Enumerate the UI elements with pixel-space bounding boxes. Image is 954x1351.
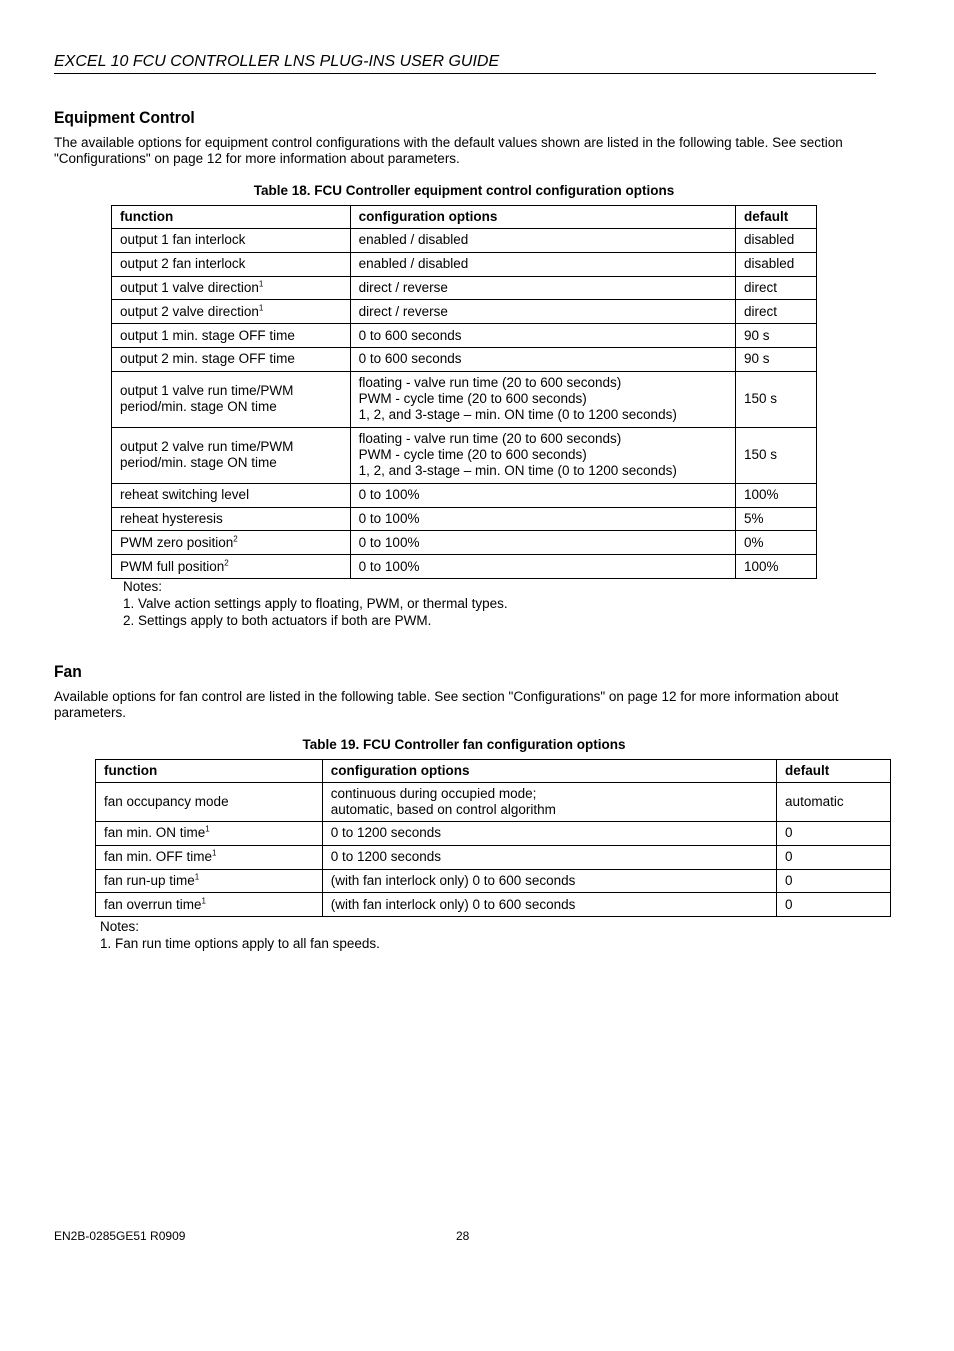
- options-cell: 0 to 100%: [350, 507, 735, 531]
- table-row: [112, 252, 817, 276]
- default-cell: automatic: [777, 783, 891, 822]
- function-cell: [112, 276, 351, 300]
- default-cell: 0: [777, 869, 891, 893]
- function-cell: [96, 783, 323, 822]
- function-cell: [112, 507, 351, 531]
- function-text: fan overrun time: [104, 896, 202, 912]
- equipment-notes: [123, 578, 508, 629]
- options-cell: (with fan interlock only) 0 to 600 seconds: [322, 893, 776, 917]
- table-row: [112, 427, 817, 483]
- footnote-marker: 1: [194, 872, 200, 882]
- function-cell: [112, 483, 351, 507]
- function-cell: [112, 347, 351, 371]
- default-cell: 150 s: [736, 371, 817, 427]
- options-cell: 0 to 1200 seconds: [322, 822, 776, 846]
- default-cell: 0: [777, 845, 891, 869]
- function-text: output 2 valve run time/PWM period/min. stage ON time: [120, 439, 294, 471]
- default-cell: 100%: [736, 555, 817, 579]
- options-cell: 0 to 100%: [350, 555, 735, 579]
- function-cell: [112, 531, 351, 555]
- column-header: function: [112, 206, 351, 229]
- table-row: [96, 893, 891, 917]
- options-cell: 0 to 100%: [350, 531, 735, 555]
- default-cell: 0%: [736, 531, 817, 555]
- function-text: output 2 fan interlock: [120, 256, 246, 272]
- options-cell: enabled / disabled: [350, 229, 735, 253]
- footnote-marker: 1: [205, 824, 210, 834]
- default-cell: 150 s: [736, 427, 817, 483]
- equipment-control-heading: Equipment Control: [54, 108, 195, 127]
- options-cell: direct / reverse: [350, 300, 735, 324]
- column-header: default: [777, 760, 891, 783]
- function-cell: [112, 324, 351, 348]
- function-text: fan min. ON time: [104, 825, 206, 841]
- function-text: PWM full position: [120, 558, 225, 574]
- table-row: [112, 483, 817, 507]
- options-cell: 0 to 600 seconds: [350, 324, 735, 348]
- function-text: reheat switching level: [120, 487, 250, 503]
- column-header: configuration options: [350, 206, 735, 229]
- table-row: [112, 371, 817, 427]
- options-cell: 0 to 600 seconds: [350, 347, 735, 371]
- function-cell: [96, 845, 323, 869]
- note-line: Notes:: [123, 579, 163, 594]
- options-cell: (with fan interlock only) 0 to 600 seconds: [322, 869, 776, 893]
- default-cell: disabled: [736, 252, 817, 276]
- function-cell: [112, 252, 351, 276]
- function-cell: [112, 427, 351, 483]
- options-cell: continuous during occupied mode; automatic, based on control algorithm: [322, 783, 776, 822]
- note-line: Notes:: [100, 919, 140, 934]
- column-header: function: [96, 760, 323, 783]
- document-id: EN2B-0285GE51 R0909: [54, 1229, 186, 1243]
- table-row: [112, 507, 817, 531]
- table-19-caption: Table 19. FCU Controller fan configuration options: [302, 737, 626, 752]
- table-row: [96, 845, 891, 869]
- function-text: output 1 valve run time/PWM period/min. stage ON time: [120, 383, 294, 415]
- default-cell: 5%: [736, 507, 817, 531]
- function-text: output 2 valve direction: [120, 303, 259, 319]
- column-header: default: [736, 206, 817, 229]
- equipment-config-table: [111, 205, 817, 579]
- function-text: output 2 min. stage OFF time: [120, 351, 295, 367]
- fan-heading: Fan: [54, 662, 82, 681]
- equipment-intro: The available options for equipment control configurations with the default values shown are listed in the following table. See section "Configurations" on page 12 for more information about parameters.: [54, 135, 843, 166]
- options-cell: 0 to 1200 seconds: [322, 845, 776, 869]
- default-cell: direct: [736, 276, 817, 300]
- function-cell: [112, 555, 351, 579]
- default-cell: 100%: [736, 483, 817, 507]
- function-text: reheat hysteresis: [120, 510, 223, 526]
- table-row: [112, 300, 817, 324]
- function-cell: [112, 229, 351, 253]
- function-cell: [96, 822, 323, 846]
- table-header-row: [96, 760, 891, 783]
- default-cell: disabled: [736, 229, 817, 253]
- footnote-marker: 1: [258, 279, 264, 289]
- options-cell: floating - valve run time (20 to 600 seconds) PWM - cycle time (20 to 600 seconds) 1, 2, and 3-stage – min. ON time (0 to 1200 seconds): [350, 427, 735, 483]
- fan-notes: [100, 918, 380, 952]
- table-row: [112, 347, 817, 371]
- note-line: 2. Settings apply to both actuators if both are PWM.: [123, 613, 432, 628]
- options-cell: enabled / disabled: [350, 252, 735, 276]
- function-cell: [112, 371, 351, 427]
- table-row: [96, 869, 891, 893]
- footnote-marker: 1: [212, 848, 217, 858]
- footnote-marker: 1: [201, 896, 206, 906]
- table-row: [112, 555, 817, 579]
- document-header: EXCEL 10 FCU CONTROLLER LNS PLUG-INS USER GUIDE: [54, 53, 876, 74]
- footnote-marker: 2: [233, 534, 238, 544]
- options-cell: direct / reverse: [350, 276, 735, 300]
- default-cell: 0: [777, 822, 891, 846]
- column-header: configuration options: [322, 760, 776, 783]
- footnote-marker: 2: [224, 558, 229, 568]
- table-row: [112, 276, 817, 300]
- options-cell: floating - valve run time (20 to 600 seconds) PWM - cycle time (20 to 600 seconds) 1, 2, and 3-stage – min. ON time (0 to 1200 seconds): [350, 371, 735, 427]
- table-row: [96, 783, 891, 822]
- function-text: output 1 valve direction: [120, 279, 259, 295]
- page-number: 28: [456, 1229, 470, 1243]
- function-cell: [96, 893, 323, 917]
- table-header-row: [112, 206, 817, 229]
- options-cell: 0 to 100%: [350, 483, 735, 507]
- default-cell: 0: [777, 893, 891, 917]
- function-text: fan run-up time: [104, 872, 195, 888]
- footnote-marker: 1: [258, 303, 264, 313]
- function-text: PWM zero position: [120, 534, 234, 550]
- default-cell: 90 s: [736, 324, 817, 348]
- default-cell: 90 s: [736, 347, 817, 371]
- default-cell: direct: [736, 300, 817, 324]
- table-row: [96, 822, 891, 846]
- table-18-caption: Table 18. FCU Controller equipment control configuration options: [253, 183, 675, 198]
- function-cell: [112, 300, 351, 324]
- note-line: 1. Valve action settings apply to floating, PWM, or thermal types.: [123, 596, 508, 611]
- function-text: output 1 min. stage OFF time: [120, 327, 295, 343]
- function-text: output 1 fan interlock: [120, 232, 246, 248]
- function-text: fan occupancy mode: [104, 794, 229, 809]
- note-line: 1. Fan run time options apply to all fan speeds.: [100, 936, 380, 951]
- function-cell: [96, 869, 323, 893]
- table-row: [112, 531, 817, 555]
- fan-config-table: [95, 759, 891, 917]
- table-row: [112, 229, 817, 253]
- fan-intro: Available options for fan control are listed in the following table. See section "Configurations" on page 12 for more information about parameters.: [54, 689, 839, 720]
- function-text: fan min. OFF time: [104, 849, 213, 865]
- table-row: [112, 324, 817, 348]
